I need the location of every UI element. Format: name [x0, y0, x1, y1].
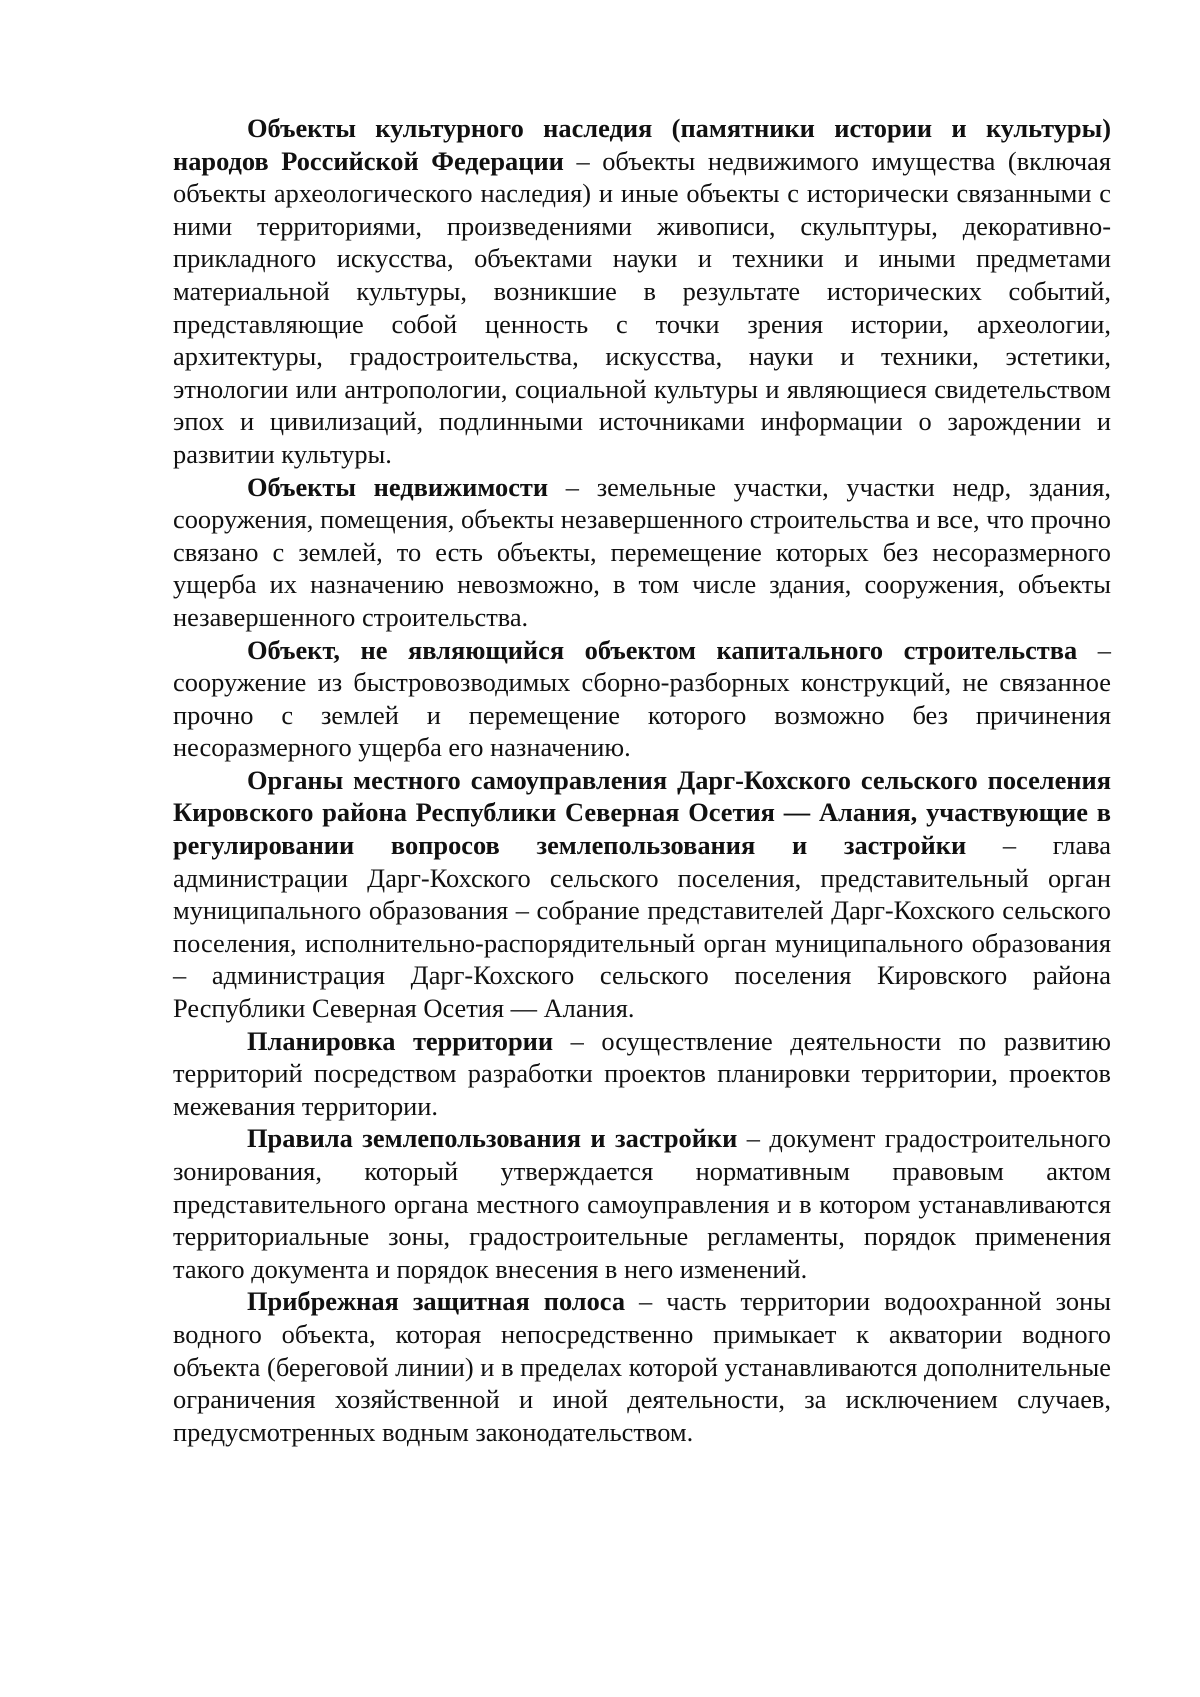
definition-text: – осуществление деятельности по развитию территорий посредством разработки проектов планировки территории, проектов межевания территории.	[173, 1025, 1111, 1121]
definition-paragraph-non-capital-object	[173, 634, 1111, 764]
definition-text: – объекты недвижимого имущества (включая объекты археологического наследия) и иные объекты с исторически связанными с ними территориями, произведениями живописи, скульптуры, декоративно-прикладного искусства, объектами науки и техники и иными предметами материальной культуры, возникшие в результате исторических событий, представляющие собой ценность с точки зрения истории, археологии, архитектуры, градостроительства, искусства, науки и техники, эстетики, этнологии или антропологии, социальной культуры и являющиеся свидетельством эпох и цивилизаций, подлинными источниками информации о зарождении и развитии культуры.	[173, 145, 1111, 469]
definition-paragraph-cultural-heritage	[173, 112, 1111, 471]
definition-text: – глава администрации Дарг-Кохского сельского поселения, представительный орган муниципального образования – собрание представителей Дарг-Кохского сельского поселения, исполнительно-распорядительный орган муниципального образования – администрация Дарг-Кохского сельского поселения Кировского района Республики Северная Осетия — Алания.	[173, 830, 1111, 1024]
definition-term: Органы местного самоуправления Дарг-Кохского сельского поселения Кировского района Республики Северная Осетия — Алания, участвующие в регулировании вопросов землепользования и застройки	[173, 764, 1111, 861]
definition-paragraph-territory-planning	[173, 1025, 1111, 1123]
definition-paragraph-land-use-rules	[173, 1122, 1111, 1285]
definition-term: Прибрежная защитная полоса	[247, 1286, 626, 1317]
definition-paragraph-real-estate	[173, 471, 1111, 634]
definition-term: Объекты недвижимости	[247, 471, 549, 502]
definition-text: – земельные участки, участки недр, здания, сооружения, помещения, объекты незавершенного строительства и все, что прочно связано с землей, то есть объекты, перемещение которых без несоразмерного ущерба их назначению невозможно, в том числе здания, сооружения, объекты незавершенного строительства.	[173, 471, 1111, 632]
document-body	[173, 112, 1111, 1448]
definition-text: – сооружение из быстровозводимых сборно-разборных конструкций, не связанное прочно с землей и перемещение которого возможно без причинения несоразмерного ущерба его назначению.	[173, 634, 1111, 763]
definition-term: Объекты культурного наследия (памятники истории и культуры) народов Российской Федерации	[173, 113, 1111, 176]
definition-term: Планировка территории	[247, 1025, 554, 1056]
definition-term: Объект, не являющийся объектом капитального строительства	[247, 634, 1078, 665]
definition-text: – часть территории водоохранной зоны водного объекта, которая непосредственно примыкает к акватории водного объекта (береговой линии) и в пределах которой устанавливаются дополнительные ограничения хозяйственной и иной деятельности, за исключением случаев, предусмотренных водным законодательством.	[173, 1286, 1111, 1447]
definition-paragraph-coastal-protection-strip	[173, 1285, 1111, 1448]
definition-text: – документ градостроительного зонирования, который утверждается нормативным правовым актом представительного органа местного самоуправления и в котором устанавливаются территориальные зоны, градостроительные регламенты, порядок применения такого документа и порядок внесения в него изменений.	[173, 1123, 1111, 1284]
definition-paragraph-local-government	[173, 764, 1111, 1025]
definition-term: Правила землепользования и застройки	[247, 1123, 738, 1154]
